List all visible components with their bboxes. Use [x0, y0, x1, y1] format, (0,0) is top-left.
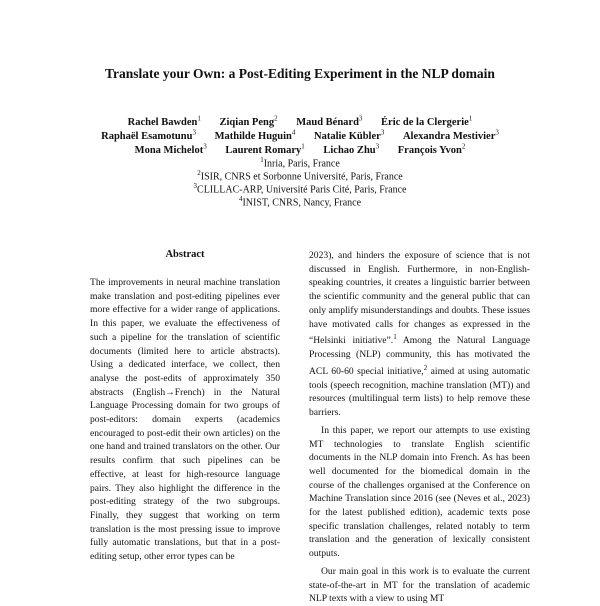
intro-paragraph-3: Our main goal in this work is to evaluate the current state-of-the-art in MT for the translation of academic NLP texts with a view to using MT — [309, 565, 530, 605]
author: Éric de la Clergerie$^1$ — [381, 114, 473, 128]
affiliation: $^4$INIST, CNRS, Nancy, France — [238, 195, 362, 209]
paper-title: Translate your Own: a Post-Editing Experiment in the NLP domain — [105, 66, 495, 81]
abstract-heading: Abstract — [165, 249, 205, 260]
intro-paragraph-1: 2023), and hinders the exposure of science that is not discussed in English. Furthermore, in non-English-speaking countries, it creates a linguistic barrier between the scientific community and the general public that can only amplify misunderstandings and doubts. These issues have motivated calls for changes as expressed in the “Helsinki initiative”.$^1$ Among the Natural Language Processing (NLP) community, this has motivated the ACL 60-60 special initiative,$^2$ aimed at using automatic tools (speech recognition, machine translation (MT)) and resources (multilingual term lists) to help remove these barriers. — [309, 250, 531, 419]
author: Laurent Romary$^1$ — [225, 142, 305, 156]
author: Mona Michelot$^3$ — [134, 142, 207, 156]
intro-paragraph-2: In this paper, we report our attempts to use existing MT technologies to translate English scientific documents in the NLP domain into French. As has been well documented for the biomedical domain in the course of the challenges organised at the Conference on Machine Translation since 2016 (see (Neves et al., 2023) for the latest published edition), academic texts pose specific translation challenges, related notably to term translation and the generation of lexically consistent outputs. — [309, 424, 530, 560]
abstract-body — [90, 276, 280, 564]
author: Rachel Bawden$^1$ — [127, 114, 201, 128]
author: François Yvon$^2$ — [397, 142, 466, 156]
affiliation: $^3$CLILLAC-ARP, Université Paris Cité, Paris, France — [193, 182, 407, 196]
author: Mathilde Huguin$^4$ — [214, 128, 296, 142]
abstract-text: The improvements in neural machine translation make translation and post-editing pipelines ever more effective for a wider range of applications. In this paper, we evaluate the effectiveness of such a pipeline for the translation of scientific documents (limited here to article abstracts). Using a dedicated interface, we collect, then analyse the post-edits of approximately 350 abstracts (English→French) in the Natural Language Processing domain for two groups of post-editors: domain experts (academics encouraged to post-edit their own articles) on the one hand and trained translators on the other. Our results confirm that such pipelines can be effective, at least for high-resource language pairs. They also highlight the difference in the post-editing strategy of the two subgroups. Finally, they suggest that working on term translation is the most pressing issue to improve fully automatic translations, but that in a post-editing setup, other error types can be — [90, 277, 280, 563]
author: Lichao Zhu$^3$ — [323, 142, 380, 156]
affiliation: $^1$Inria, Paris, France — [260, 156, 340, 170]
author: Maud Bénard$^3$ — [296, 114, 363, 128]
author: Ziqian Peng$^2$ — [219, 114, 278, 128]
affiliation: $^2$ISIR, CNRS et Sorbonne Université, Paris, France — [197, 169, 403, 183]
author: Alexandra Mestivier$^3$ — [402, 128, 499, 142]
right-column — [309, 249, 530, 606]
author: Natalie Kübler$^3$ — [314, 128, 385, 142]
author: Raphaël Esamotunu$^3$ — [101, 128, 196, 142]
